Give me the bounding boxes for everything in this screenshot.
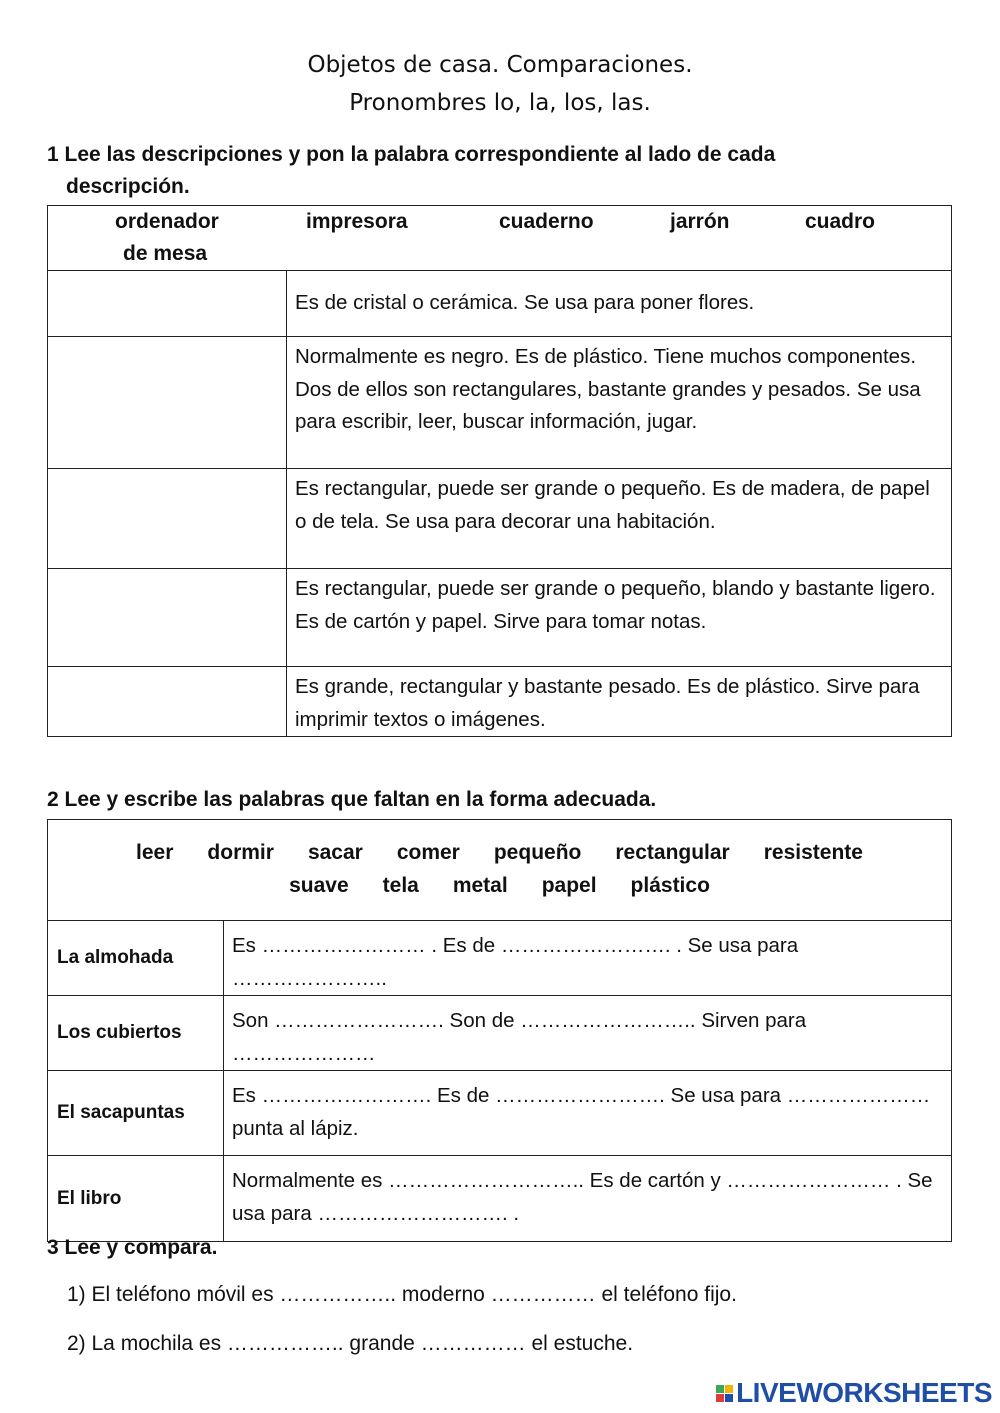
- word-bank-item: resistente: [763, 841, 863, 864]
- answer-cell[interactable]: [48, 337, 287, 469]
- word-bank-item: sacar: [307, 841, 363, 864]
- exercise1-heading: 1 Lee las descripciones y pon la palabra correspondiente al lado de cada: [47, 143, 776, 166]
- logo-mark-cell: [725, 1385, 733, 1393]
- exercise3-heading: 3 Lee y compara.: [47, 1236, 218, 1259]
- fill-blank-text[interactable]: Es ……………………. Es de ……………………. Se usa para ………………… punta al lápiz.: [224, 1071, 952, 1156]
- word-bank-item: impresora: [306, 210, 408, 233]
- answer-cell[interactable]: [48, 271, 287, 337]
- word-bank-item: papel: [541, 874, 597, 897]
- word-bank-item: cuadro: [805, 210, 876, 233]
- description-cell: Es grande, rectangular y bastante pesado. Es de plástico. Sirve para imprimir textos o imágenes.: [287, 667, 952, 737]
- word-bank-item: comer: [396, 841, 460, 864]
- word-bank-item: dormir: [207, 841, 274, 864]
- fill-blank-text[interactable]: Normalmente es ……………………….. Es de cartón y …………………… . Se usa para ………………………. .: [224, 1156, 952, 1242]
- liveworksheets-logo: [716, 1377, 992, 1409]
- exercise1-word-bank: [48, 206, 952, 271]
- word-bank-item: jarrón: [670, 210, 730, 233]
- fill-blank-text[interactable]: Son ……………………. Son de …………………….. Sirven para …………………: [224, 996, 952, 1071]
- exercise2-word-bank: [48, 820, 952, 921]
- description-cell: Es de cristal o cerámica. Se usa para poner flores.: [287, 271, 952, 337]
- fill-blank-text[interactable]: Es …………………… . Es de ……………………. . Se usa para …………………..: [224, 921, 952, 996]
- object-label: La almohada: [48, 921, 224, 996]
- word-bank-item: leer: [136, 841, 174, 864]
- word-bank-item: metal: [452, 874, 508, 897]
- answer-cell[interactable]: [48, 667, 287, 737]
- comparison-item[interactable]: 1) El teléfono móvil es …………….. moderno …………… el teléfono fijo.: [67, 1283, 737, 1306]
- logo-mark-cell: [725, 1394, 733, 1402]
- page-title: Objetos de casa. Comparaciones.: [307, 52, 693, 78]
- word-bank-item: ordenador: [115, 210, 219, 233]
- word-bank-item: tela: [382, 874, 419, 897]
- word-bank-item: de mesa: [123, 242, 208, 265]
- logo-text: LIVEWORKSHEETS: [736, 1377, 992, 1408]
- object-label: Los cubiertos: [48, 996, 224, 1071]
- exercise1-table: [47, 205, 952, 737]
- logo-mark-cell: [716, 1394, 724, 1402]
- word-bank-item: cuaderno: [499, 210, 594, 233]
- exercise2-table: [47, 819, 952, 1242]
- word-bank-item: pequeño: [493, 841, 582, 864]
- description-cell: Es rectangular, puede ser grande o pequeño. Es de madera, de papel o de tela. Se usa para decorar una habitación.: [287, 469, 952, 569]
- answer-cell[interactable]: [48, 569, 287, 667]
- answer-cell[interactable]: [48, 469, 287, 569]
- description-cell: Es rectangular, puede ser grande o pequeño, blando y bastante ligero. Es de cartón y papel. Sirve para tomar notas.: [287, 569, 952, 667]
- word-bank-item: rectangular: [615, 841, 730, 864]
- logo-mark-icon: [716, 1385, 733, 1402]
- page-subtitle: Pronombres lo, la, los, las.: [349, 90, 651, 116]
- object-label: El libro: [48, 1156, 224, 1242]
- object-label: El sacapuntas: [48, 1071, 224, 1156]
- comparison-item[interactable]: 2) La mochila es …………….. grande …………… el estuche.: [67, 1332, 634, 1355]
- exercise2-heading: 2 Lee y escribe las palabras que faltan en la forma adecuada.: [47, 788, 657, 811]
- word-bank-item: suave: [289, 874, 349, 897]
- description-cell: Normalmente es negro. Es de plástico. Tiene muchos componentes. Dos de ellos son rectangulares, bastante grandes y pesados. Se usa para escribir, leer, buscar información, jugar.: [287, 337, 952, 469]
- word-bank-item: plástico: [630, 874, 710, 897]
- exercise1-heading-cont: descripción.: [66, 175, 190, 198]
- logo-mark-cell: [716, 1385, 724, 1393]
